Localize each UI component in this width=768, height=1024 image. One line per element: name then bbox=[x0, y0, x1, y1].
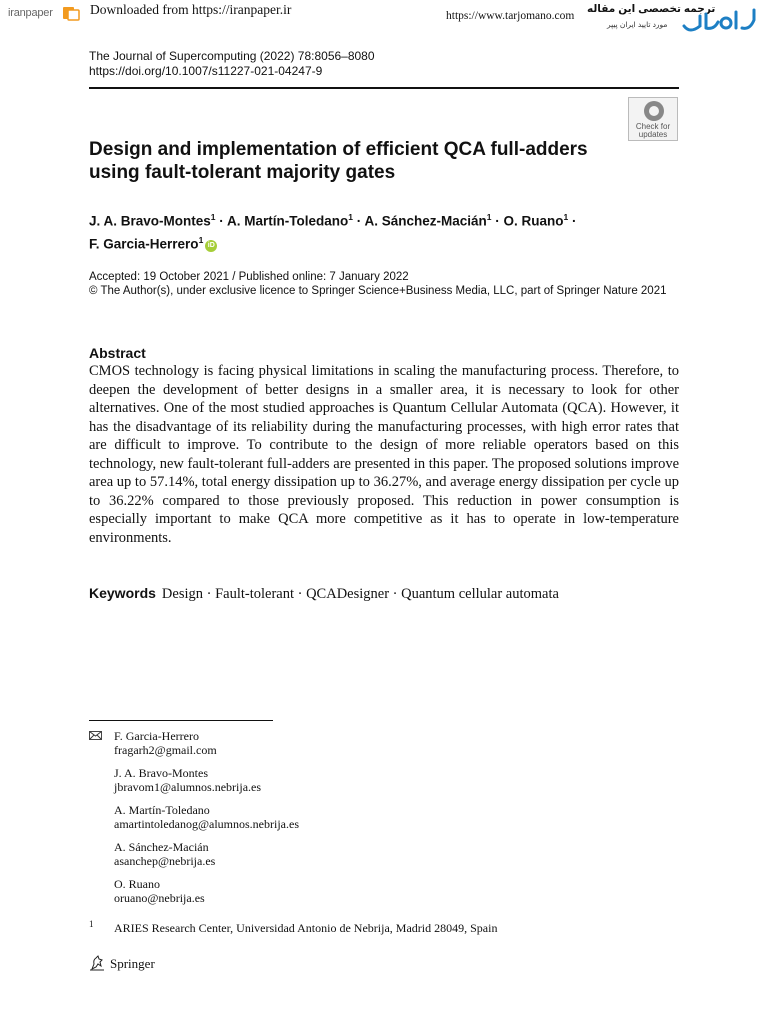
iranpaper-logo[interactable] bbox=[8, 4, 82, 24]
contact-entry bbox=[114, 803, 299, 831]
doi-link[interactable]: https://doi.org/10.1007/s11227-021-04247-9 bbox=[89, 64, 323, 78]
contact-name: F. Garcia-Herrero bbox=[114, 729, 199, 743]
contact-name: A. Sánchez-Macián bbox=[114, 840, 209, 854]
tarjomano-subtagline: مورد تایید ایران پیپر bbox=[607, 20, 668, 29]
accepted-published-dates: Accepted: 19 October 2021 / Published online: 7 January 2022 bbox=[89, 271, 409, 283]
contact-email[interactable]: fragarh2@gmail.com bbox=[114, 743, 217, 757]
abstract-heading: Abstract bbox=[89, 345, 146, 361]
springer-horse-icon bbox=[89, 955, 105, 971]
author-list bbox=[89, 208, 679, 253]
contact-entry bbox=[114, 840, 215, 868]
tarjomano-tagline: ترجمه تخصصی این مقاله bbox=[587, 3, 716, 15]
check-updates-label: Check for bbox=[635, 122, 671, 131]
check-updates-label-2: updates bbox=[638, 130, 668, 139]
contact-entry bbox=[114, 877, 205, 905]
publisher-name: Springer bbox=[110, 956, 155, 971]
orcid-icon[interactable]: iD bbox=[205, 240, 217, 252]
author-name[interactable]: J. A. Bravo-Montes bbox=[89, 213, 211, 229]
corresponding-author bbox=[114, 729, 217, 757]
affiliation-mark: 1 bbox=[348, 212, 353, 222]
envelope-icon bbox=[89, 731, 102, 740]
abstract-body: CMOS technology is facing physical limitations in scaling the manufacturing process. Therefore, to deepen the development of better designs in a smaller area, it is necessary to look for other alternatives. One of the most studied approaches is Quantum Cellular Automata (QCA). However, it has the disadvantage of its reliability during the manufacturing processes, with high error rates that are difficult to improve. To contribute to the design of more reliable operators based on this technology, new fault-tolerant full-adders are presented in this paper. The proposed solutions improve area up to 57.14%, total energy dissipation up to 36.27%, and average energy dissipation per cycle up to 36.22% compared to those previously proposed. This reduction in power consumption is especially important to make QCA more competitive as it has to operate in low-temperature environments. bbox=[89, 363, 679, 546]
author-name[interactable]: A. Sánchez-Macián bbox=[364, 213, 487, 229]
header-divider bbox=[89, 87, 679, 89]
affiliation-text: ARIES Research Center, Universidad Antonio de Nebrija, Madrid 28049, Spain bbox=[114, 921, 498, 935]
author-separator: · bbox=[353, 213, 365, 229]
tarjomano-logo[interactable] bbox=[680, 4, 762, 36]
keywords-label: Keywords bbox=[89, 585, 156, 601]
tarjomano-logo-icon bbox=[680, 4, 762, 36]
affiliation-mark: 1 bbox=[563, 212, 569, 222]
contact-entry bbox=[114, 766, 261, 794]
affiliation-mark: 1 bbox=[210, 212, 216, 222]
copyright-notice: © The Author(s), under exclusive licence to Springer Science+Business Media, LLC, part of Springer Nature 2021 bbox=[89, 285, 667, 297]
keywords-list: Design · Fault-tolerant · QCADesigner · Quantum cellular automata bbox=[161, 586, 559, 602]
author-separator: · bbox=[215, 213, 228, 229]
iranpaper-mark-icon bbox=[62, 5, 80, 21]
affiliation-mark: 1 bbox=[486, 212, 492, 222]
contact-email[interactable]: oruano@nebrija.es bbox=[114, 891, 205, 905]
contact-email[interactable]: amartintoledanog@alumnos.nebrija.es bbox=[114, 817, 299, 831]
author-separator: · bbox=[491, 213, 504, 229]
footnote-divider bbox=[89, 720, 273, 721]
iranpaper-logo-text: iranpaper bbox=[8, 7, 53, 19]
download-source-link[interactable]: Downloaded from https://iranpaper.ir bbox=[90, 2, 292, 17]
contact-name: A. Martín-Toledano bbox=[114, 803, 210, 817]
contact-email[interactable]: jbravom1@alumnos.nebrija.es bbox=[114, 780, 262, 794]
check-for-updates-button[interactable] bbox=[628, 97, 678, 141]
author-separator: · bbox=[568, 213, 577, 229]
tarjomano-url-link[interactable]: https://www.tarjomano.com bbox=[446, 10, 575, 22]
publication-dates bbox=[89, 270, 679, 298]
affiliation-footnote-mark: 1 bbox=[89, 919, 94, 929]
author-name[interactable]: A. Martín-Toledano bbox=[227, 213, 349, 229]
author-name[interactable]: O. Ruano bbox=[503, 213, 564, 229]
keywords bbox=[89, 585, 679, 603]
paper-title: Design and implementation of efficient QCA full-adders using fault-tolerant majority gates bbox=[89, 139, 588, 183]
author-name[interactable]: F. Garcia-Herrero bbox=[89, 236, 199, 251]
contact-email[interactable]: asanchep@nebrija.es bbox=[114, 854, 216, 868]
affiliation-mark: 1 bbox=[198, 234, 204, 245]
crossmark-icon bbox=[644, 101, 664, 121]
contact-name: O. Ruano bbox=[114, 877, 160, 891]
contact-name: J. A. Bravo-Montes bbox=[114, 766, 208, 780]
journal-citation: The Journal of Supercomputing (2022) 78:8056–8080 bbox=[89, 49, 375, 63]
